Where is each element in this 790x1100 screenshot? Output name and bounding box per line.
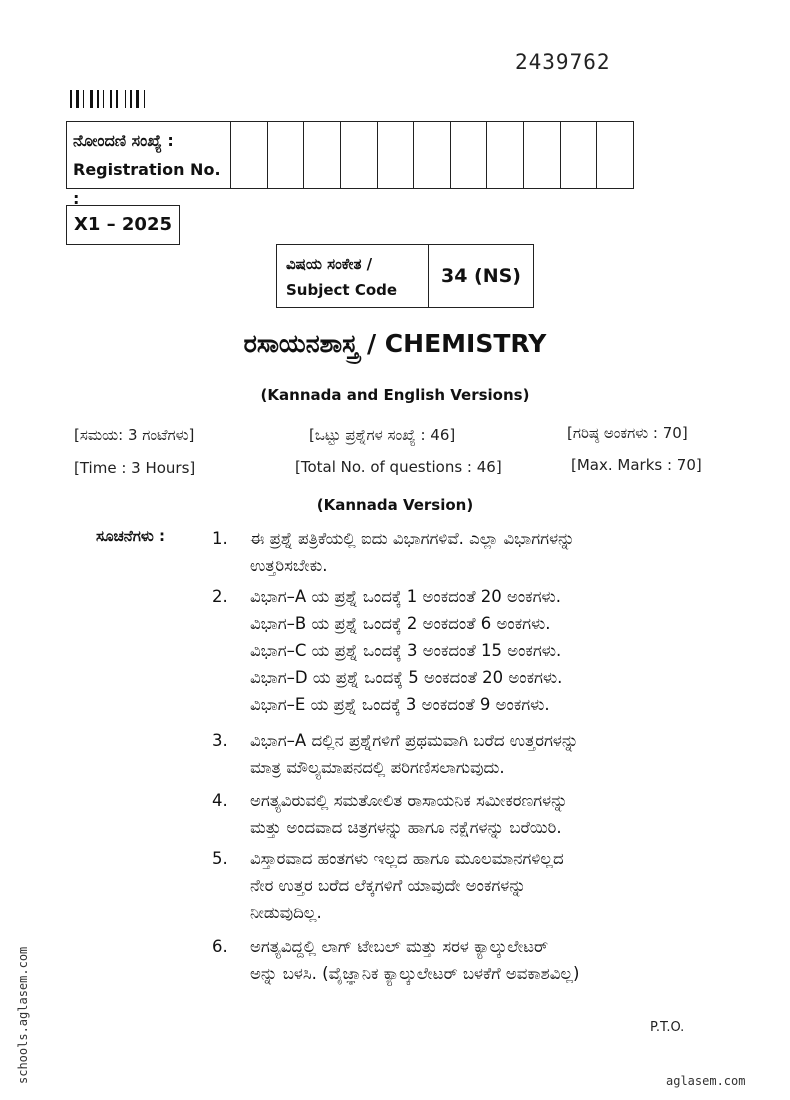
instruction-line: ನೇರ ಉತ್ತರ ಬರೆದ ಲೆಕ್ಕಗಳಿಗೆ ಯಾವುದೇ ಅಂಕಗಳನ್ನು bbox=[250, 876, 526, 895]
barcode-stripe bbox=[97, 90, 99, 108]
instruction-text bbox=[250, 845, 730, 926]
instruction-line: ವಿಭಾಗ–D ಯ ಪ್ರಶ್ನೆ ಒಂದಕ್ಕೆ 5 ಅಂಕದಂತೆ 20 ಅಂಕಗಳು. bbox=[250, 668, 563, 687]
side-watermark: schools.aglasem.com bbox=[16, 946, 30, 1084]
barcode-stripe bbox=[110, 90, 112, 108]
subject-code-box bbox=[276, 244, 534, 308]
registration-digit-cell bbox=[451, 122, 488, 188]
questions-kannada: [ಒಟ್ಟು ಪ್ರಶ್ನೆಗಳ ಸಂಖ್ಯೆ : 46] bbox=[309, 426, 456, 444]
registration-cells bbox=[231, 122, 633, 188]
serial-number: 2439762 bbox=[515, 50, 611, 74]
barcode-stripe bbox=[90, 90, 93, 108]
subject-label-kannada: ವಿಷಯ ಸಂಕೇತ / bbox=[286, 255, 373, 273]
instruction-line: ವಿಭಾಗ–A ದಲ್ಲಿನ ಪ್ರಶ್ನೆಗಳಿಗೆ ಪ್ರಥಮವಾಗಿ ಬರೆದ ಉತ್ತರಗಳನ್ನು bbox=[250, 731, 579, 750]
barcode bbox=[70, 90, 176, 108]
registration-digit-cell bbox=[597, 122, 633, 188]
instruction-line: ವಿಭಾಗ–E ಯ ಪ್ರಶ್ನೆ ಒಂದಕ್ಕೆ 3 ಅಂಕದಂತೆ 9 ಅಂಕಗಳು. bbox=[250, 695, 550, 714]
page-title: ರಸಾಯನಶಾಸ್ತ್ರ / CHEMISTRY bbox=[243, 329, 547, 358]
subject-code-value: 34 (NS) bbox=[440, 265, 521, 287]
registration-digit-cell bbox=[341, 122, 378, 188]
time-english: [Time : 3 Hours] bbox=[74, 459, 196, 477]
instruction-line: ವಿಭಾಗ–B ಯ ಪ್ರಶ್ನೆ ಒಂದಕ್ಕೆ 2 ಅಂಕದಂತೆ 6 ಅಂಕಗಳು. bbox=[250, 614, 551, 633]
registration-digit-cell bbox=[268, 122, 305, 188]
registration-digit-cell bbox=[304, 122, 341, 188]
barcode-stripe bbox=[76, 90, 79, 108]
barcode-stripe bbox=[125, 90, 126, 108]
barcode-stripe bbox=[136, 90, 139, 108]
instruction-number: 1. bbox=[212, 529, 228, 548]
instruction-line: ಮಾತ್ರ ಮೌಲ್ಯಮಾಪನದಲ್ಲಿ ಪರಿಗಣಿಸಲಾಗುವುದು. bbox=[250, 758, 505, 777]
instruction-number: 2. bbox=[212, 587, 228, 606]
registration-label bbox=[67, 122, 231, 208]
time-kannada: [ಸಮಯ: 3 ಗಂಟೆಗಳು] bbox=[74, 426, 195, 444]
barcode-stripe bbox=[130, 90, 132, 108]
instruction-line: ವಿಭಾಗ–A ಯ ಪ್ರಶ್ನೆ ಒಂದಕ್ಕೆ 1 ಅಂಕದಂತೆ 20 ಅಂಕಗಳು. bbox=[250, 587, 561, 606]
instruction-text bbox=[250, 583, 730, 718]
footer-watermark: aglasem.com bbox=[666, 1074, 746, 1088]
instruction-line: ವಿಭಾಗ–C ಯ ಪ್ರಶ್ನೆ ಒಂದಕ್ಕೆ 3 ಅಂಕದಂತೆ 15 ಅಂಕಗಳು. bbox=[250, 641, 562, 660]
barcode-stripe bbox=[144, 90, 145, 108]
instruction-line: ಮತ್ತು ಅಂದವಾದ ಚಿತ್ರಗಳನ್ನು ಹಾಗೂ ನಕ್ಷೆಗಳನ್ನು ಬರೆಯಿರಿ. bbox=[250, 818, 562, 837]
subject-label-english: Subject Code bbox=[286, 281, 398, 299]
instruction-line: ಅಗತ್ಯವಿದ್ದಲ್ಲಿ ಲಾಗ್ ಟೇಬಲ್ ಮತ್ತು ಸರಳ ಕ್ಯಾಲ್ಕುಲೇಟರ್ bbox=[250, 937, 549, 956]
questions-english: [Total No. of questions : 46] bbox=[295, 458, 502, 476]
instruction-text bbox=[250, 727, 730, 781]
barcode-stripe bbox=[116, 90, 118, 108]
instruction-line: ಅನ್ನು ಬಳಸಿ. (ವೈಜ್ಞಾನಿಕ ಕ್ಯಾಲ್ಕುಲೇಟರ್ ಬಳಕೆಗೆ ಅವಕಾಶವಿಲ್ಲ) bbox=[250, 964, 580, 983]
instruction-line: ಈ ಪ್ರಶ್ನೆ ಪತ್ರಿಕೆಯಲ್ಲಿ ಐದು ವಿಭಾಗಗಳಿವೆ. ಎಲ್ಲಾ ವಿಭಾಗಗಳನ್ನು bbox=[250, 529, 575, 548]
instructions-label: ಸೂಚನೆಗಳು : bbox=[96, 527, 165, 545]
instruction-text bbox=[250, 525, 730, 579]
registration-label-english: Registration No. : bbox=[73, 160, 221, 208]
registration-label-kannada: ನೋಂದಣಿ ಸಂಖ್ಯೆ : bbox=[73, 131, 174, 150]
barcode-stripe bbox=[83, 90, 84, 108]
versions-subtitle: (Kannada and English Versions) bbox=[260, 386, 530, 404]
instruction-line: ಉತ್ತರಿಸಬೇಕು. bbox=[250, 556, 328, 575]
marks-kannada: [ಗರಿಷ್ಠ ಅಂಕಗಳು : 70] bbox=[567, 424, 688, 442]
section-heading: (Kannada Version) bbox=[316, 496, 474, 514]
instruction-line: ವಿಸ್ತಾರವಾದ ಹಂತಗಳು ಇಲ್ಲದ ಹಾಗೂ ಮೂಲಮಾನಗಳಿಲ್ಲದ bbox=[250, 849, 564, 868]
instruction-line: ನೀಡುವುದಿಲ್ಲ. bbox=[250, 903, 322, 922]
subject-code-label bbox=[277, 245, 429, 307]
instruction-number: 4. bbox=[212, 791, 228, 810]
barcode-stripe bbox=[70, 90, 72, 108]
instruction-number: 5. bbox=[212, 849, 228, 868]
registration-digit-cell bbox=[524, 122, 561, 188]
paper-code: X1 – 2025 bbox=[66, 205, 180, 245]
pto-note: P.T.O. bbox=[650, 1020, 685, 1035]
marks-english: [Max. Marks : 70] bbox=[571, 456, 702, 474]
registration-digit-cell bbox=[378, 122, 415, 188]
instruction-line: ಅಗತ್ಯವಿರುವಲ್ಲಿ ಸಮತೋಲಿತ ರಾಸಾಯನಿಕ ಸಮೀಕರಣಗಳನ್ನು bbox=[250, 791, 568, 810]
instruction-text bbox=[250, 787, 730, 841]
registration-digit-cell bbox=[561, 122, 598, 188]
barcode-stripe bbox=[103, 90, 104, 108]
registration-digit-cell bbox=[231, 122, 268, 188]
registration-digit-cell bbox=[414, 122, 451, 188]
instruction-number: 6. bbox=[212, 937, 228, 956]
instruction-text bbox=[250, 933, 730, 987]
registration-digit-cell bbox=[487, 122, 524, 188]
instruction-number: 3. bbox=[212, 731, 228, 750]
registration-box bbox=[66, 121, 634, 208]
